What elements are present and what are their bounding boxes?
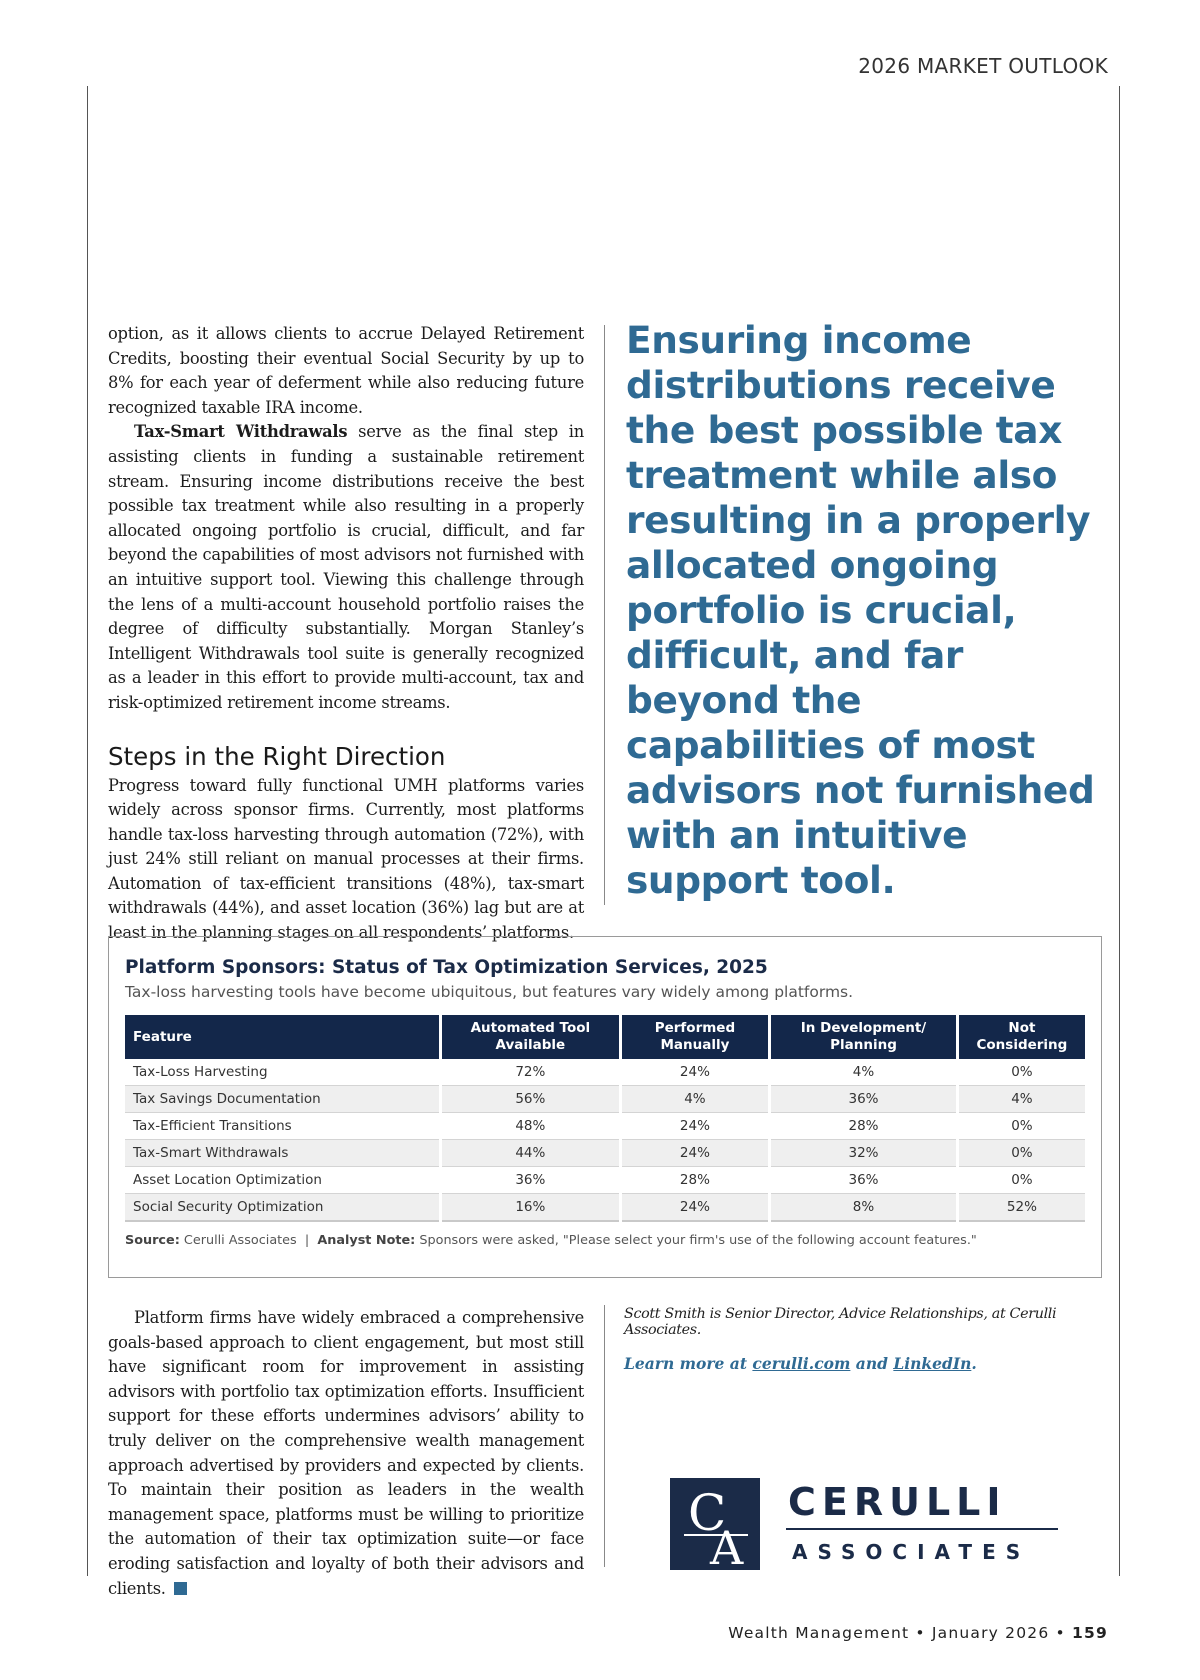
value-cell: 24% bbox=[620, 1113, 769, 1140]
column-divider-bottom bbox=[604, 1305, 605, 1567]
column-divider-top bbox=[604, 325, 605, 905]
value-cell: 48% bbox=[441, 1113, 621, 1140]
linkedin-link[interactable]: LinkedIn bbox=[893, 1354, 972, 1373]
column-header-automated: Automated Tool Available bbox=[441, 1015, 621, 1059]
value-cell: 52% bbox=[957, 1194, 1085, 1222]
value-cell: 4% bbox=[620, 1086, 769, 1113]
feature-cell: Social Security Optimization bbox=[125, 1194, 441, 1222]
exhibit-box bbox=[108, 936, 1102, 1278]
footer-publication: Wealth Management • January 2026 • bbox=[728, 1624, 1073, 1642]
ca-monogram-icon bbox=[670, 1478, 760, 1570]
table-row bbox=[125, 1086, 1085, 1113]
feature-cell: Asset Location Optimization bbox=[125, 1167, 441, 1194]
value-cell: 24% bbox=[620, 1194, 769, 1222]
exhibit-source-note bbox=[125, 1233, 977, 1248]
logo-wordmark-associates: ASSOCIATES bbox=[792, 1540, 1031, 1564]
column-header-development: In Development/ Planning bbox=[770, 1015, 958, 1059]
article-paragraph-3: Progress toward fully functional UMH platforms varies widely across sponsor firms. Currently, most platforms handle tax-loss harvesting through automation (72%), with just 24% still reliant on manual processes at their firms. Automation of tax-efficient transitions (48%), tax-smart withdrawals (44%), and asset location (36%) lag but are at least in the planning stages on all respondents’ platforms. bbox=[108, 775, 584, 943]
logo-divider bbox=[786, 1528, 1058, 1530]
exhibit-title: Platform Sponsors: Status of Tax Optimization Services, 2025 bbox=[125, 957, 768, 978]
value-cell: 24% bbox=[620, 1059, 769, 1086]
value-cell: 36% bbox=[441, 1167, 621, 1194]
value-cell: 28% bbox=[620, 1167, 769, 1194]
value-cell: 28% bbox=[770, 1113, 958, 1140]
value-cell: 24% bbox=[620, 1140, 769, 1167]
end-mark-icon bbox=[174, 1582, 187, 1595]
learn-more-mid: and bbox=[850, 1354, 894, 1373]
value-cell: 0% bbox=[957, 1059, 1085, 1086]
learn-more-prefix: Learn more at bbox=[624, 1354, 753, 1373]
value-cell: 4% bbox=[770, 1059, 958, 1086]
value-cell: 16% bbox=[441, 1194, 621, 1222]
value-cell: 56% bbox=[441, 1086, 621, 1113]
paragraph-4-body: Platform firms have widely embraced a comprehensive goals-based approach to client engagement, but most still have significant room for improvement in assisting advisors with portfolio tax optimization efforts. Insufficient support for these efforts undermines advisors’ ability to truly deliver on the comprehensive wealth management approach advertised by providers and expected by clients. To maintain their position as leaders in the wealth management space, platforms must be willing to prioritize the automation of their tax optimization suite—or face eroding satisfaction and loyalty of both their advisors and clients. bbox=[108, 1308, 584, 1598]
page-number: 159 bbox=[1072, 1624, 1108, 1642]
value-cell: 0% bbox=[957, 1140, 1085, 1167]
feature-cell: Tax Savings Documentation bbox=[125, 1086, 441, 1113]
analyst-note-value: Sponsors were asked, "Please select your firm's use of the following account features." bbox=[419, 1233, 977, 1248]
paragraph-2-body: serve as the final step in assisting clients in funding a sustainable retirement stream. Ensuring income distributions receive the best possible tax treatment while also resulting in a properly allocated ongoing portfolio is crucial, difficult, and far beyond the capabilities of most advisors not furnished with an intuitive support tool. Viewing this challenge through the lens of a multi-account household portfolio raises the degree of difficulty substantially. Morgan Stanley’s Intelligent Withdrawals tool suite is generally recognized as a leader in this effort to provide multi-account, tax and risk-optimized retirement income streams. bbox=[108, 422, 584, 712]
value-cell: 44% bbox=[441, 1140, 621, 1167]
section-header: 2026 MARKET OUTLOOK bbox=[858, 54, 1108, 78]
section-subheading: Steps in the Right Direction bbox=[108, 741, 446, 771]
value-cell: 36% bbox=[770, 1086, 958, 1113]
feature-cell: Tax-Loss Harvesting bbox=[125, 1059, 441, 1086]
left-column-rule bbox=[87, 86, 88, 1576]
paragraph-lead-in: Tax-Smart Withdrawals bbox=[134, 422, 348, 442]
logo-wordmark-cerulli: CERULLI bbox=[788, 1480, 1007, 1524]
exhibit-subtitle: Tax-loss harvesting tools have become ubiquitous, but features vary widely among platforms. bbox=[125, 983, 854, 1001]
table-row bbox=[125, 1140, 1085, 1167]
table-row bbox=[125, 1194, 1085, 1222]
article-paragraph-1: option, as it allows clients to accrue Delayed Retirement Credits, boosting their eventual Social Security by up to 8% for each year of deferment while also reducing future recognized taxable IRA income. bbox=[108, 324, 584, 417]
feature-cell: Tax-Efficient Transitions bbox=[125, 1113, 441, 1140]
column-header-not-considering: Not Considering bbox=[957, 1015, 1085, 1059]
learn-more-line bbox=[624, 1354, 1114, 1373]
source-label: Source: bbox=[125, 1233, 180, 1248]
exhibit-table bbox=[125, 1015, 1085, 1222]
table-header-row bbox=[125, 1015, 1085, 1059]
analyst-note-label: Analyst Note: bbox=[317, 1233, 416, 1248]
value-cell: 36% bbox=[770, 1167, 958, 1194]
value-cell: 0% bbox=[957, 1167, 1085, 1194]
cerulli-associates-logo bbox=[670, 1478, 1070, 1570]
article-column-top bbox=[108, 322, 584, 946]
table-row bbox=[125, 1167, 1085, 1194]
table-row bbox=[125, 1059, 1085, 1086]
right-column-rule bbox=[1119, 86, 1120, 1576]
page-footer bbox=[728, 1624, 1108, 1642]
column-header-manual: Performed Manually bbox=[620, 1015, 769, 1059]
column-header-feature: Feature bbox=[125, 1015, 441, 1059]
value-cell: 4% bbox=[957, 1086, 1085, 1113]
source-separator: | bbox=[304, 1233, 310, 1248]
learn-more-suffix: . bbox=[971, 1354, 977, 1373]
pull-quote: Ensuring income distributions receive the best possible tax treatment while also resulting in a properly allocated ongoing portfolio is crucial, difficult, and far beyond the capabilities of most advisors not furnished with an intuitive support tool. bbox=[626, 318, 1095, 902]
article-paragraph-4 bbox=[108, 1306, 584, 1601]
value-cell: 0% bbox=[957, 1113, 1085, 1140]
article-paragraph-2 bbox=[108, 420, 584, 715]
value-cell: 72% bbox=[441, 1059, 621, 1086]
value-cell: 8% bbox=[770, 1194, 958, 1222]
value-cell: 32% bbox=[770, 1140, 958, 1167]
svg-text:C: C bbox=[688, 1484, 727, 1542]
cerulli-link[interactable]: cerulli.com bbox=[752, 1354, 851, 1373]
svg-text:A: A bbox=[710, 1521, 744, 1570]
feature-cell: Tax-Smart Withdrawals bbox=[125, 1140, 441, 1167]
table-row bbox=[125, 1113, 1085, 1140]
author-bio: Scott Smith is Senior Director, Advice Relationships, at Cerulli Associates. bbox=[624, 1306, 1057, 1338]
article-column-bottom bbox=[108, 1306, 584, 1601]
source-value: Cerulli Associates bbox=[183, 1233, 297, 1248]
